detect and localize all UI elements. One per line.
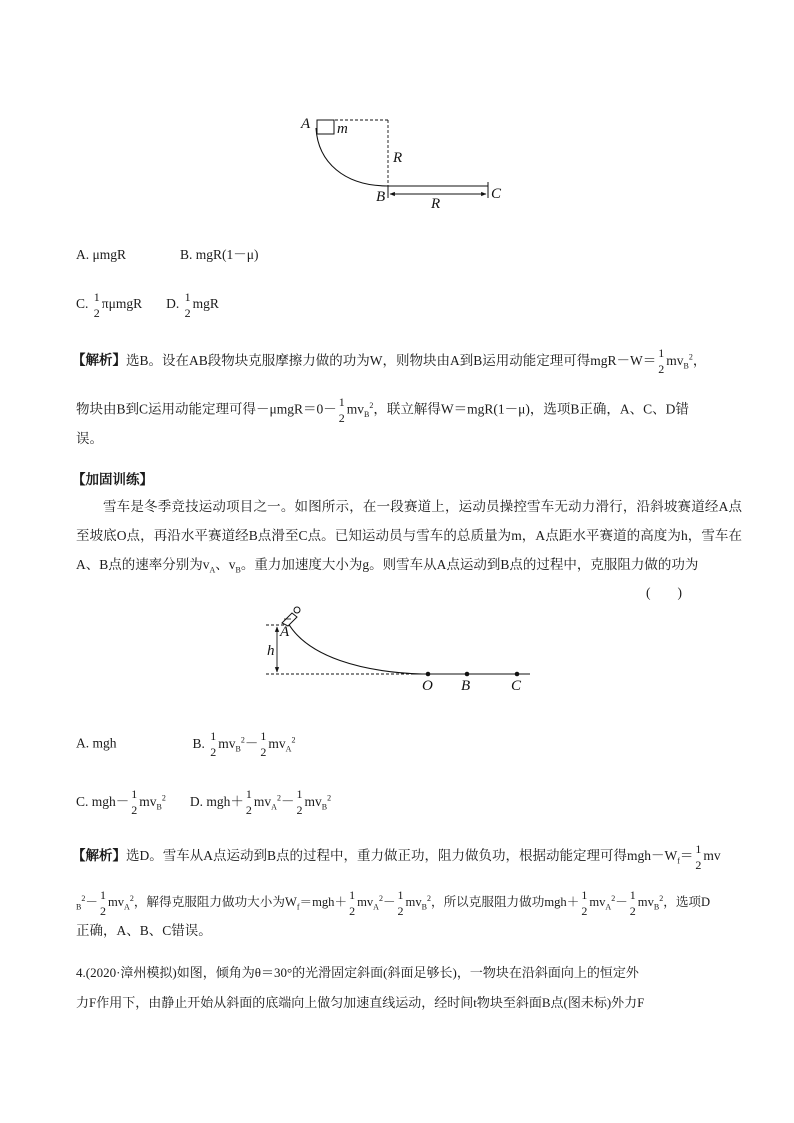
text-run: mv: [253, 793, 272, 809]
text-run: 力F作用下，由静止开始从斜面的底端向上做匀加速直线运动，经时间t物块至斜面B点(图未标)外力F: [76, 995, 645, 1010]
text-run: mgh: [89, 735, 117, 751]
text-run: ，: [692, 352, 707, 368]
text-run: mgh＋: [203, 793, 244, 809]
option-d[interactable]: [166, 289, 219, 320]
text-run: 物块由B到C运用动能定理可得－μmgR＝0－: [76, 401, 337, 417]
text-run: mgR: [192, 296, 219, 311]
analysis-label: 【解析】: [72, 352, 126, 368]
fraction: 1 2: [397, 888, 404, 919]
fraction: 1 2: [349, 888, 356, 919]
text-run: 4.(2020·漳州模拟)如图，倾角为θ＝30°的光滑固定斜面(斜面足够长)，一物块在沿斜面向上的恒定外: [76, 965, 639, 980]
superscript: 2: [327, 793, 332, 802]
subscript: f: [296, 902, 300, 912]
option-label: D.: [189, 793, 204, 809]
superscript: 2: [378, 894, 383, 903]
subscript: B: [235, 565, 241, 575]
option-a[interactable]: [76, 736, 117, 751]
label-a: A: [301, 116, 311, 132]
option-b[interactable]: [192, 729, 296, 760]
fraction: 1 2: [695, 841, 702, 872]
fraction: 1 2: [581, 888, 588, 919]
text-run: ，解得克服阻力做功大小为W: [133, 895, 297, 910]
fraction: 1 2: [184, 289, 191, 320]
label-c: C: [511, 678, 522, 694]
fraction: 1 2: [629, 888, 636, 919]
subscript: B: [683, 361, 689, 371]
label-h: h: [267, 643, 275, 659]
superscript: 2: [129, 894, 134, 903]
text-run: 。重力加速度大小为g。则雪车从A点运动到B点的过程中，克服阻力做的功为: [240, 557, 699, 572]
options-q3-row-2: [76, 289, 742, 319]
fraction: 1 2: [260, 729, 267, 760]
fraction: 1 2: [210, 729, 217, 760]
text-run: μmgR: [89, 247, 126, 262]
subscript: B: [321, 802, 328, 812]
text-run: mv: [346, 401, 365, 417]
label-r-horizontal: R: [431, 196, 441, 212]
text-run: [205, 736, 208, 751]
curved-track-ab: [316, 128, 388, 186]
text-run: 正确，A、B、C错误。: [76, 923, 212, 938]
option-c[interactable]: [76, 289, 143, 320]
point-o: [426, 672, 431, 677]
option-label: A.: [76, 735, 90, 751]
text-run: －: [244, 735, 259, 751]
text-run: ，联立解得W＝mgR(1－μ)，选项B正确，A、C、D错: [373, 401, 689, 417]
subscript: A: [271, 802, 277, 812]
text-run: mv: [268, 735, 286, 751]
text-run: mgh－: [88, 793, 130, 809]
text-run: mv: [666, 352, 684, 368]
option-label: D.: [166, 296, 180, 311]
analysis-q4-line-1: [72, 841, 742, 876]
option-label: C.: [76, 793, 89, 809]
point-c: [515, 672, 520, 677]
answer-blank: ( ): [646, 585, 682, 600]
text-run: 雪车是冬季竞技运动项目之一。如图所示，在一段赛道上，运动员操控雪车无动力滑行，沿斜坡赛道经A点至坡底O点，再沿水平赛道经B点滑至C点。已知运动员与雪车的总质量为m，A点距水平赛道的高度为h，雪车在A、B点的速率分别为v: [76, 499, 742, 572]
options-q3-row-1: [76, 240, 742, 269]
subscript: A: [124, 902, 130, 912]
option-label: A.: [76, 247, 90, 262]
analysis-q3-line-1: [72, 342, 742, 380]
superscript: 2: [276, 793, 281, 802]
text-run: πμmgR: [101, 296, 143, 311]
text-run: －: [280, 793, 295, 809]
subscript: A: [285, 744, 292, 754]
superscript: 2: [369, 401, 374, 410]
text-run: mv: [405, 895, 422, 910]
text-run: ＝: [679, 848, 694, 863]
option-label: B.: [192, 735, 205, 751]
text-run: 选B。设在AB段物块克服摩擦力做的功为W，则物块由A到B运用动能定理可得mgR－W＝: [126, 352, 657, 368]
text-run: 选D。雪车从A点运动到B点的过程中，重力做正功，阻力做负功，根据动能定理可得mgh－W: [126, 848, 678, 863]
subscript: f: [677, 856, 680, 866]
text-run: －: [85, 895, 98, 910]
figure-quarter-circle-track: [300, 110, 510, 212]
question-4-line-1: [76, 958, 742, 987]
superscript: 2: [426, 894, 431, 903]
block-m: [317, 120, 334, 134]
option-d[interactable]: [189, 787, 332, 818]
text-run: [88, 296, 91, 311]
subscript: B: [76, 902, 82, 912]
text-run: mgR(1－μ): [192, 247, 259, 262]
slope-curve: [288, 623, 422, 674]
text-run: －: [615, 895, 628, 910]
option-label: C.: [76, 296, 89, 311]
text-run: ，所以克服阻力做功mgh＋: [430, 895, 580, 910]
point-b: [465, 672, 470, 677]
superscript: 2: [611, 894, 616, 903]
subscript: B: [653, 902, 660, 912]
fraction: 1 2: [131, 787, 138, 818]
label-m: m: [337, 121, 348, 137]
superscript: 2: [659, 894, 664, 903]
label-b: B: [376, 189, 386, 205]
question-4-line-2: [76, 988, 742, 1017]
label-o: O: [422, 678, 433, 694]
option-c[interactable]: [76, 787, 166, 818]
text-run: mv: [107, 895, 125, 910]
option-b[interactable]: [180, 247, 259, 262]
figure-bobsled-track: [262, 605, 534, 694]
analysis-q4-line-3: [76, 916, 742, 945]
text-run: mv: [218, 735, 236, 751]
text-run: mv: [304, 793, 322, 809]
superscript: 2: [291, 735, 296, 744]
fraction: 1 2: [245, 787, 252, 818]
subscript: A: [209, 565, 216, 575]
fraction: 1 2: [338, 395, 345, 426]
subscript: B: [364, 410, 370, 420]
label-b: B: [461, 678, 471, 694]
reinforce-body: [76, 492, 742, 585]
fraction: 1 2: [99, 888, 106, 919]
superscript: 2: [688, 352, 693, 361]
superscript: 2: [240, 735, 245, 744]
superscript: 2: [161, 793, 166, 802]
text-run: [179, 296, 182, 311]
text-run: mv: [637, 895, 654, 910]
text-run: 误。: [76, 431, 103, 446]
text-run: 、v: [215, 557, 236, 572]
subscript: B: [235, 744, 241, 754]
subscript: B: [156, 802, 162, 812]
text-run: mv: [139, 793, 157, 809]
label-r-vertical: R: [393, 150, 403, 166]
text-run: mv: [357, 895, 374, 910]
option-label: B.: [180, 247, 193, 262]
options-q4-row-1: [76, 725, 742, 763]
subscript: A: [605, 902, 612, 912]
subscript: A: [373, 902, 379, 912]
fraction: 1 2: [658, 346, 665, 377]
fraction: 1 2: [296, 787, 303, 818]
label-c: C: [491, 186, 502, 202]
text-run: ＝mgh＋: [299, 895, 348, 910]
options-q4-row-2: [76, 783, 742, 821]
label-a: A: [280, 624, 290, 640]
subscript: B: [421, 902, 427, 912]
reinforce-heading: 【加固训练】: [72, 472, 153, 487]
text-run: ，选项D: [663, 895, 711, 910]
option-a[interactable]: [76, 247, 126, 262]
text-run: mv: [589, 895, 606, 910]
text-run: mv: [703, 848, 721, 863]
fraction: 1 2: [93, 289, 100, 320]
analysis-q3-line-3: [76, 424, 742, 453]
analysis-label: 【解析】: [72, 848, 126, 863]
text-run: －: [382, 895, 396, 910]
superscript: 2: [81, 894, 86, 903]
